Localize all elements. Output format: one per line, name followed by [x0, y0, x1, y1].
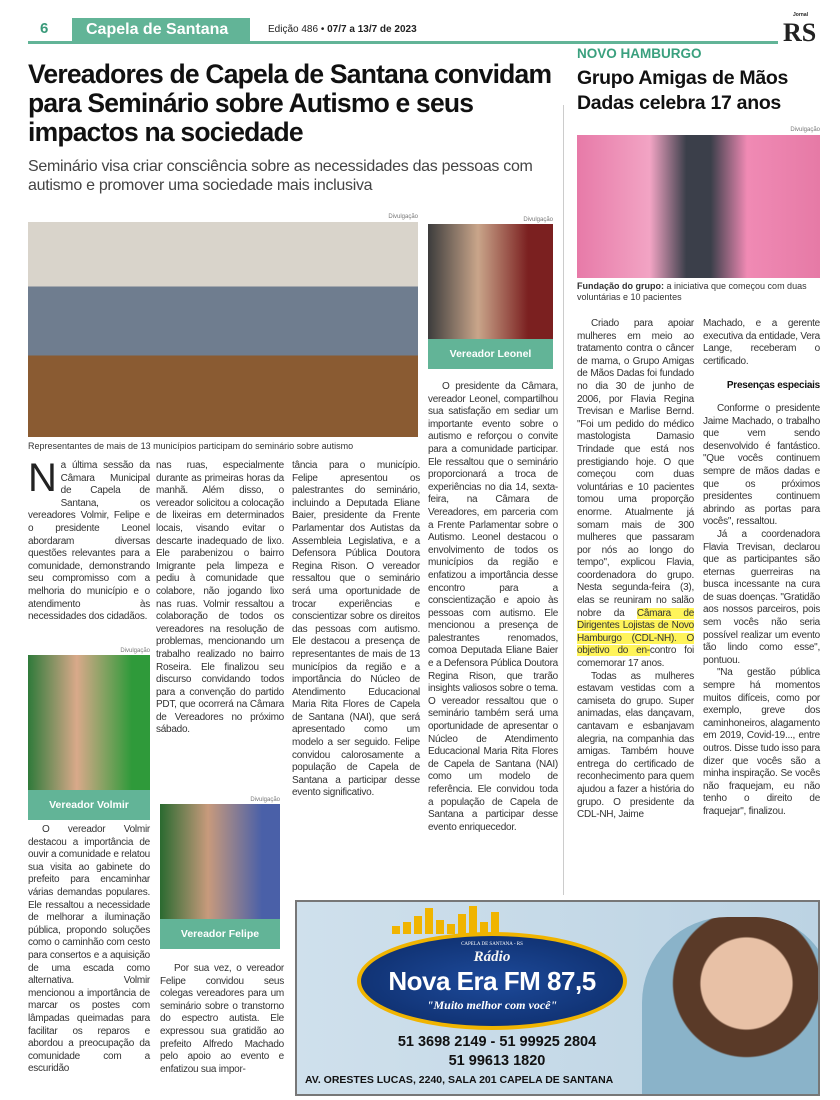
section-tab: Capela de Santana: [72, 18, 250, 42]
article-column-2a: [156, 460, 284, 796]
side-headline: Grupo Amigas de Mãos Dadas celebra 17 anos: [577, 67, 789, 114]
paragraph: Já a coordenadora Flavia Trevisan, declarou que as participantes são eternas guerreiras na busca incessante na cura de suas doenças. "Gratidão aos nossos parceiros, pois sem vocês não seria possível realizar um evento tão lindo como esse", pontuou.: [703, 528, 820, 666]
column-divider: [563, 105, 564, 895]
article-column-3: [292, 460, 420, 800]
paragraph: a última sessão da Câmara Municipal de Capela de Santana, os vereadores Volmir, Felipe e o presidente Leonel abordaram diversas questões relevantes para a comunidade, demonstrando seu compromisso com a melhoria do município e o atendimento às necessidades dos cidadãos.: [28, 460, 150, 623]
group-photo-caption: Representantes de mais de 13 municípios participam do seminário sobre autismo: [28, 441, 354, 451]
ad-address: AV. ORESTES LUCAS, 2240, SALA 201 CAPELA DE SANTANA: [305, 1074, 614, 1086]
group-photo: [28, 222, 418, 437]
equalizer-icon: [392, 906, 499, 934]
group-celebration-photo: [577, 135, 820, 278]
volmir-photo: [28, 655, 150, 790]
logo-text: RS: [783, 18, 817, 47]
side-column-2: [703, 318, 820, 819]
side-photo-caption: [577, 281, 822, 303]
article-column-1-stack: [28, 456, 150, 1076]
ad-slogan: "Muito melhor com você": [426, 998, 558, 1012]
leonel-photo: [428, 224, 553, 339]
ad-phones-2: 51 99613 1820: [448, 1053, 546, 1069]
edition-label: Edição 486: [268, 24, 319, 35]
caption-bold: Fundação do grupo:: [577, 281, 664, 291]
article-column-1b: [28, 824, 150, 1076]
page-number: 6: [40, 20, 49, 37]
paragraph-end: contro foi comemorar 17 anos.: [577, 645, 694, 670]
radio-logo: [357, 932, 627, 1030]
paragraph: O vereador Volmir destacou a importância de ouvir a comunidade e relatou sua visita ao gabinete do prefeito para encaminhar várias demandas populares. Ele ressaltou a necessidade de melhorar a iluminação pública, propondo soluções como o caminhão com cesto para consertos e a aquisição de uma escada como alternativa. Volmir mencionou a importância de marcar os postes com lâmpadas queimadas para facilitar os reparos e abordou a preocupação da comunidade com a escuridão: [28, 824, 150, 1075]
side-article-header: [577, 46, 822, 116]
article-column-4: [428, 381, 558, 834]
photo-credit: Divulgação: [250, 797, 280, 803]
paragraph: Todas as mulheres estavam vestidas com a camiseta do grupo. Super animadas, elas dançavam, cantavam e esbanjavam alegria, na companhia das amigas. Também houve entrega do certificado de reconhecimento para quem ajudou a fazer a história do grupo. O presidente da CDL-NH, Jaime: [577, 670, 694, 821]
highlighted-text: Câmara de Dirigentes Lojistas de Novo Hamburgo (CDL-NH). O objetivo do en-: [577, 607, 694, 657]
felipe-label: Vereador Felipe: [160, 919, 280, 949]
ad-radio: Rádio: [473, 949, 511, 965]
edition-info: Edição 486 • 07/7 a 13/7 de 2023: [268, 24, 417, 35]
photo-credit: Divulgação: [790, 127, 820, 133]
paragraph: Criado para apoiar mulheres em meio ao tratamento contra o câncer de mama, o Grupo Amigas de Mãos Dadas foi fundado no dia 30 de junho de 2006, por Flavia Regina Trevisan e Marlise Bernd. "Foi um pedido do médico mastologista Damasio Trindade que está nos prestigiando hoje. O que começou com duas voluntárias e 10 pacientes tomou uma proporção enorme. Atualmente já somam mais de 300 mulheres que passaram por nós ao longo do tempo", explicou Flavia, coordenadora do grupo. Nesta segunda-feira (3), elas se reuniram no salão nobre da: [577, 318, 694, 619]
ad-phones: 51 3698 2149 - 51 99925 2804: [397, 1034, 597, 1050]
paragraph: Por sua vez, o vereador Felipe convidou seus colegas vereadores para um seminário sobre o transtorno do espectro autista. Ele expressou sua gratidão ao prefeito Alfredo Machado pelo apoio ao evento e enfatizou sua impor-: [160, 963, 284, 1075]
leonel-label: Vereador Leonel: [428, 339, 553, 369]
paragraph: Conforme o presidente Jaime Machado, o trabalho que vem sendo desenvolvido é fantástico. "Que vocês continuem sempre de mãos dadas e que os próximos presidentes continuem abrindo as portas para vocês", ressaltou.: [703, 402, 820, 528]
volmir-label: Vereador Volmir: [28, 790, 150, 820]
radio-advertisement[interactable]: [295, 900, 820, 1096]
paragraph: Machado, e a gerente executiva da entidade, Vera Lange, receberam o certificado.: [703, 318, 820, 367]
felipe-portrait: [160, 796, 280, 949]
felipe-photo: [160, 804, 280, 919]
article-headline: Vereadores de Capela de Santana convidam para Seminário sobre Autismo e seus impactos na sociedade: [28, 59, 552, 147]
ad-brand: Nova Era FM 87,5: [388, 966, 596, 996]
photo-credit: Divulgação: [388, 214, 418, 220]
ad-city: CAPELA DE SANTANA - RS: [461, 942, 523, 947]
paragraph: "Na gestão pública sempre há momentos muitos difíceis, como por exemplo, greve dos caminhoneiros, alagamento em 2019, Covid-19..., entre outros. Disse tudo isso para dizer que vocês são a minha inspiração. Se vocês não fraquejam, eu não tenho o direito de fraquejar", finalizou.: [703, 667, 820, 817]
edition-dates: 07/7 a 13/7 de 2023: [327, 24, 417, 35]
paragraph: nas ruas, especialmente durante as primeiras horas da manhã. Além disso, o vereador solicitou a colocação de lixeiras em determinados locais, visando evitar o descarte inadequado de lixo. Ele parabenizou o bairro Imigrante pela limpeza e pediu à comunidade que colabore, não jogando lixo nas ruas. Volmir ressaltou a colaboração de todos os vereadores na resolução de problemas, mencionando um trabalho realizado no bairro Roseira. Ele finalizou seu discurso convidando todos para a convenção do partido PDT, que ocorrerá na Câmara de Vereadores no próximo sábado.: [156, 460, 284, 736]
article-column-1a: [28, 456, 150, 647]
photo-credit: Divulgação: [120, 648, 150, 654]
ad-woman-image: [642, 917, 820, 1096]
article-subtitle: Seminário visa criar consciência sobre as necessidades das pessoas com autismo e promover uma sociedade mais inclusiva: [28, 158, 533, 194]
side-kicker: NOVO HAMBURGO: [577, 46, 702, 61]
paragraph: tância para o município. Felipe apresentou os palestrantes do seminário, incluindo a Deputada Eliane Baier, presidente da Frente Parlamentar dos Autistas da Assembleia Legislativa, e a Defensora Pública Doutora Regina Rison. O vereador ressaltou que o seminário será uma oportunidade de trocar experiências e conscientizar sobre os direitos das pessoas com autismo. Ele destacou a presença de representantes de mais de 13 municípios da região e a importância do Núcleo de Atendimento Educacional Maria Rita Flores de Capela de Santana (NAI), que será apresentado como um modelo a ser seguido. Felipe convidou calorosamente a população de Capela de Santana a participar desse evento significativo.: [292, 460, 420, 799]
article-header: [28, 60, 560, 195]
caption-text: a iniciativa que começou com duas voluntárias e 10 pacientes: [577, 281, 807, 302]
side-column-1: [577, 318, 694, 822]
leonel-portrait: [428, 216, 553, 369]
dropcap: N: [28, 456, 57, 500]
paragraph: O presidente da Câmara, vereador Leonel, compartilhou sua satisfação em sediar um importante evento sobre o autismo e reforçou o convite para a comunidade participar. Ele ressaltou que o seminário proporcionará a troca de experiências no dia 14, sexta-feira, na Câmara de Vereadores, em parceria com a Frente Parlamentar sobre o Autismo. Leonel destacou o envolvimento de todos os municípios da região e enfatizou a importância desse encontro para a conscientização e apoio às pessoas com autismo. Ele mencionou a presença de palestrantes renomados, comoa Deputada Eliane Baier e a Defensora Pública Doutora Regina Rison, que trarão insights valiosos sobre o tema. O vereador ressaltou que o seminário também será uma oportunidade de apresentar o Núcleo de Atendimento Educacional Maria Rita Flores de Capela de Santana (NAI) como um modelo de referência. Ele convidou toda a população de Capela de Santana a participar desse evento enriquecedor.: [428, 381, 558, 833]
article-column-2-stack: [156, 460, 284, 1076]
header-rule: [28, 41, 778, 44]
subheading: Presenças especiais: [726, 380, 820, 392]
article-column-2b: [160, 963, 284, 1076]
photo-credit: Divulgação: [523, 217, 553, 223]
article-column-4-stack: [428, 216, 558, 834]
logo-small: Jornal: [793, 12, 809, 18]
